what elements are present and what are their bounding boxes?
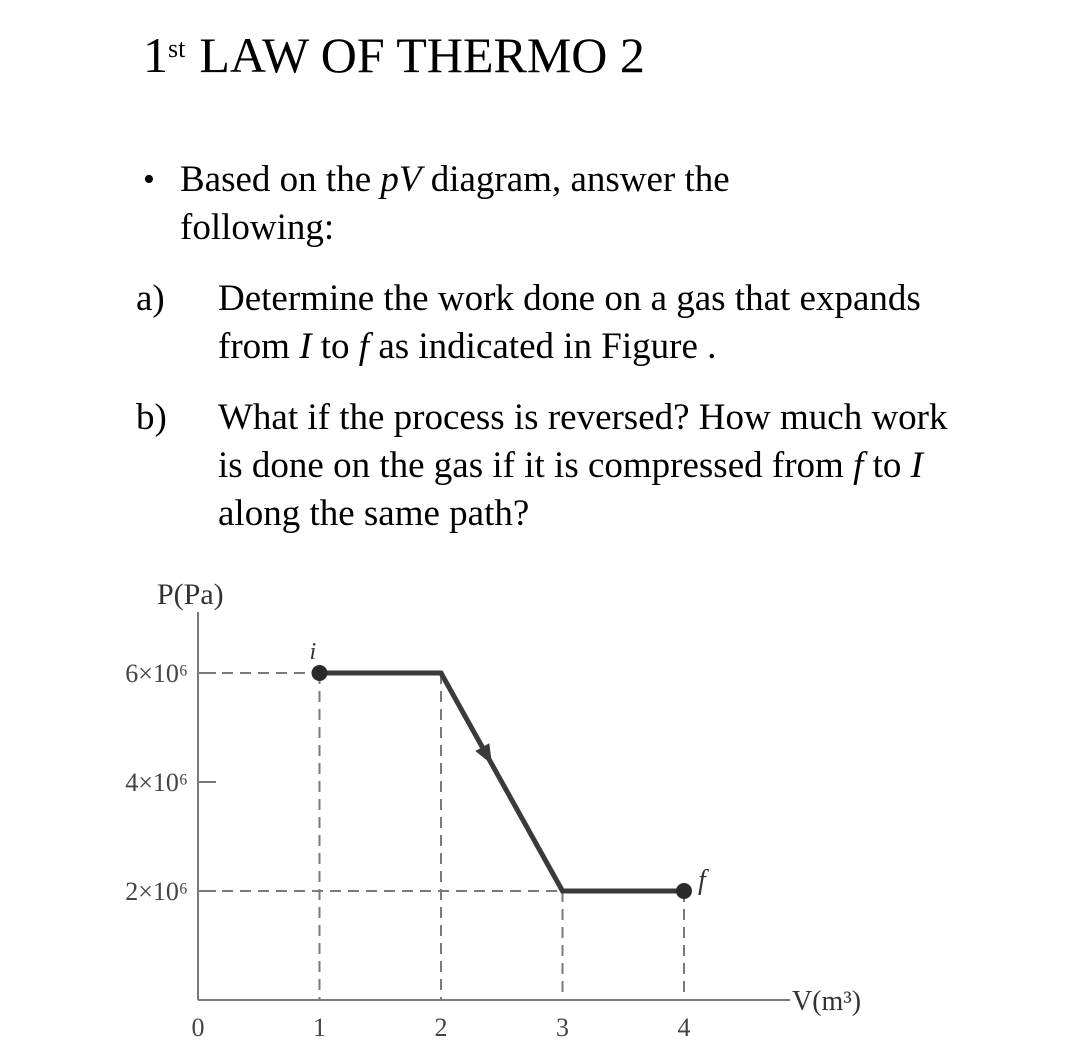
bullet-icon: •	[143, 161, 155, 198]
x-tick-label: 1	[313, 1013, 326, 1042]
question-b-text	[218, 394, 948, 538]
title-superscript: st	[168, 34, 186, 63]
question-a-symbol-1: I	[299, 326, 312, 367]
y-tick-label: 2×10⁶	[125, 877, 188, 906]
question-b-symbol-1: f	[853, 445, 864, 486]
y-axis-label: P(Pa)	[157, 578, 224, 611]
question-a-part-2: to	[311, 326, 359, 367]
direction-arrow	[475, 743, 492, 764]
x-axis-label: V(m³)	[792, 986, 862, 1017]
question-a-text	[218, 275, 948, 371]
question-b-label: b)	[136, 397, 167, 438]
question-a-part-1: Determine the work done on a gas that expands from	[218, 278, 921, 367]
state-label-f: f	[698, 865, 706, 896]
question-a-symbol-2: f	[358, 326, 370, 367]
pv-diagram	[0, 560, 1085, 1056]
intro-text	[180, 156, 880, 252]
title-text: LAW OF THERMO 2	[199, 27, 645, 83]
x-tick-label: 3	[556, 1013, 569, 1042]
y-tick-label: 4×10⁶	[125, 768, 188, 797]
x-tick-label: 2	[434, 1013, 448, 1042]
title-number: 1	[143, 27, 168, 83]
state-point-i	[312, 665, 328, 681]
intro-text-end: diagram, answer the following:	[180, 159, 730, 248]
question-b-part-1: What if the process is reversed? How much work is done on the gas if it is compressed from	[218, 397, 948, 486]
question-a-part-3: as indicated in Figure .	[369, 326, 717, 367]
question-b-part-3: along the same path?	[218, 493, 530, 534]
question-b-symbol-2: I	[910, 445, 923, 486]
state-label-i: i	[309, 639, 317, 665]
y-tick-label: 6×10⁶	[125, 659, 188, 688]
page-title	[143, 27, 645, 83]
intro-text-start: Based on the	[180, 159, 381, 200]
process-path	[320, 673, 685, 891]
x-tick-label: 0	[191, 1013, 205, 1042]
x-tick-label: 4	[677, 1013, 691, 1042]
question-a-label: a)	[136, 278, 165, 319]
state-point-f	[676, 883, 692, 899]
intro-pv-symbol: pV	[380, 159, 422, 200]
question-b-part-2: to	[863, 445, 911, 486]
